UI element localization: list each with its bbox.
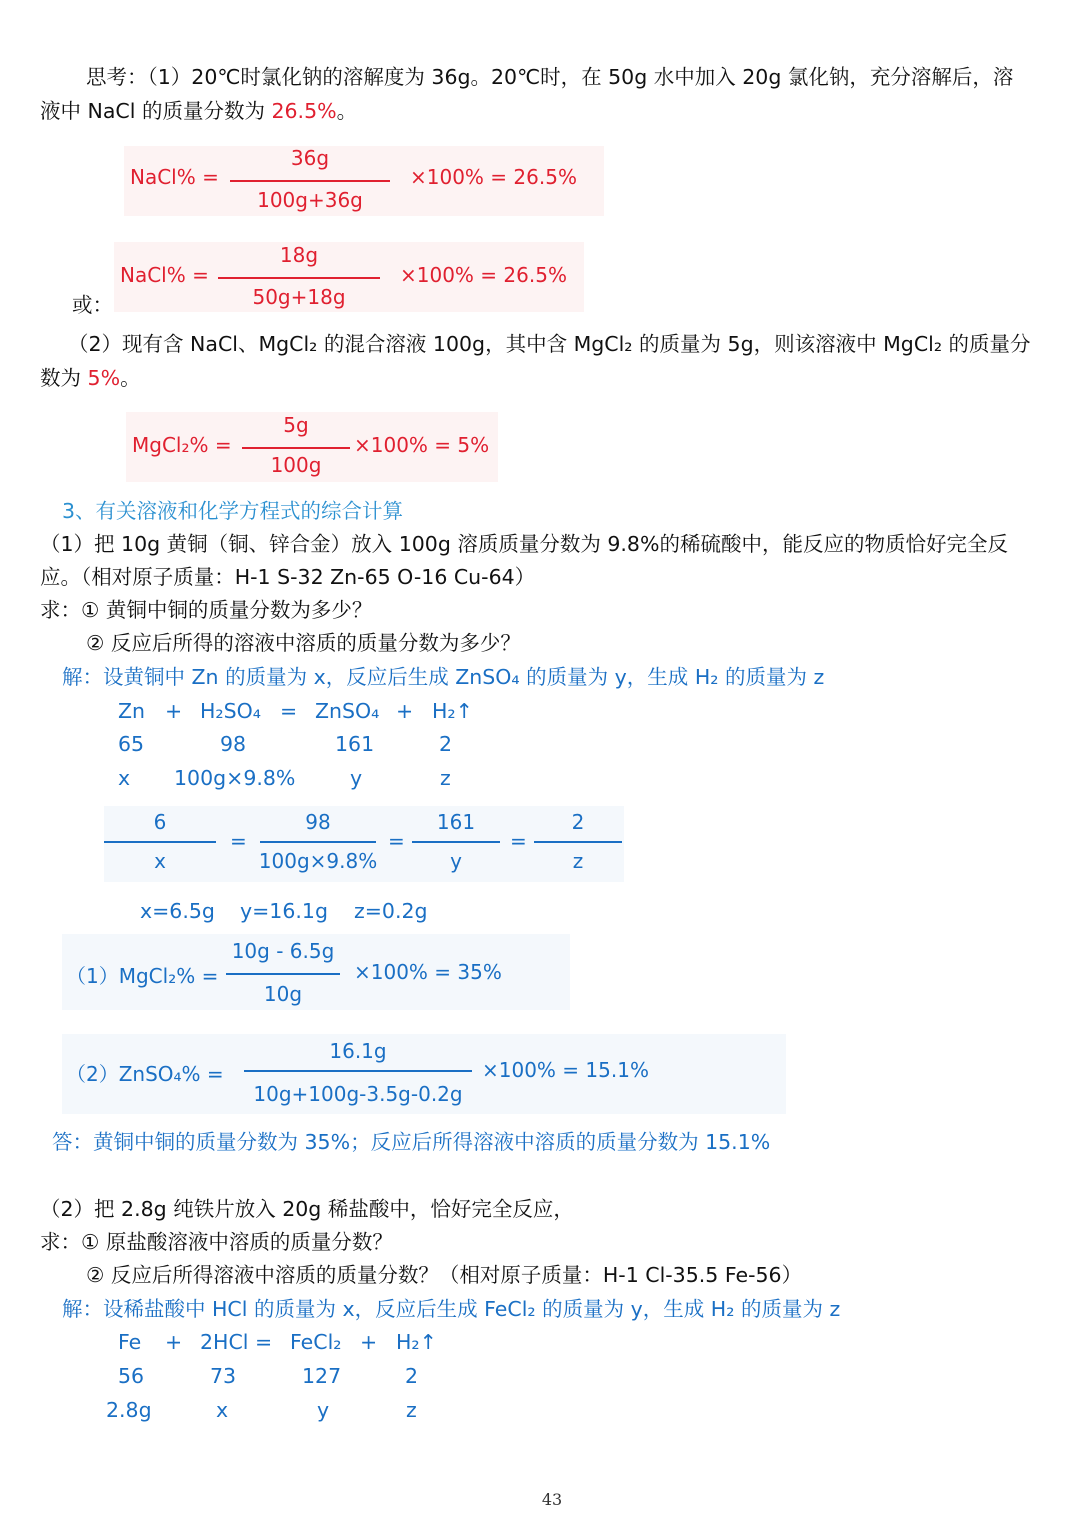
ratio3-denominator: y bbox=[450, 849, 462, 873]
p2-unknown-fe: 2.8g bbox=[106, 1398, 152, 1422]
formula1-numerator: 36g bbox=[290, 146, 330, 170]
formula2-numerator: 18g bbox=[279, 243, 319, 267]
p1-unknown-y: y bbox=[350, 766, 363, 790]
q2-formula-denominator: 100g bbox=[270, 453, 322, 477]
formula2-fraction-bar bbox=[218, 277, 380, 279]
p2-line1: （2）把 2.8g 纯铁片放入 20g 稀盐酸中，恰好完全反应， bbox=[40, 1197, 574, 1221]
p2-ask2: ② 反应后所得溶液中溶质的质量分数？（相对原子质量：H-1 Cl-35.5 Fe-56） bbox=[86, 1263, 803, 1287]
p1-eq-h2so4: H₂SO₄ bbox=[200, 699, 261, 723]
p2-solution-intro: 解：设稀盐酸中 HCl 的质量为 x，反应后生成 FeCl₂ 的质量为 y，生成 H₂ 的质量为 z bbox=[62, 1297, 841, 1321]
ratio4-denominator: z bbox=[572, 849, 584, 873]
ratio2-denominator: 100g×9.8% bbox=[258, 849, 378, 873]
calc1-rhs: ×100% = 35% bbox=[354, 960, 502, 984]
p2-unknown-z: z bbox=[406, 1398, 417, 1422]
calc2-numerator: 16.1g bbox=[329, 1039, 387, 1063]
formula2-rhs: ×100% = 26.5% bbox=[400, 263, 567, 287]
p2-mass-h2: 2 bbox=[405, 1364, 419, 1388]
ratio1-fraction-bar bbox=[104, 841, 216, 843]
p1-eq-zn: Zn bbox=[118, 699, 146, 723]
ratio2-numerator: 98 bbox=[305, 810, 331, 834]
p2-eq-h2: H₂↑ bbox=[396, 1330, 437, 1354]
q2-line1: （2）现有含 NaCl、MgCl₂ 的混合溶液 100g，其中含 MgCl₂ 的质量为 5g，则该溶液中 MgCl₂ 的质量分 bbox=[68, 332, 1031, 356]
q1-answer: 26.5% bbox=[271, 99, 337, 123]
calc2-denominator: 10g+100g-3.5g-0.2g bbox=[253, 1082, 463, 1106]
p2-eq-fecl2: FeCl₂ bbox=[290, 1330, 342, 1354]
calc2-rhs: ×100% = 15.1% bbox=[482, 1058, 649, 1082]
q2-answer: 5% bbox=[87, 366, 121, 390]
p1-eq-plus: + bbox=[165, 699, 183, 723]
or-label: 或： bbox=[72, 293, 113, 317]
p1-answer: 答：黄铜中铜的质量分数为 35%；反应后所得溶液中溶质的质量分数为 15.1% bbox=[52, 1130, 771, 1154]
ratio1-denominator: x bbox=[154, 849, 166, 873]
p2-ask1: 求：① 原盐酸溶液中溶质的质量分数？ bbox=[40, 1230, 393, 1254]
p2-eq-hcl: 2HCl = bbox=[200, 1330, 273, 1354]
p1-eq-znso4: ZnSO₄ bbox=[315, 699, 380, 723]
p1-unknown-x: x bbox=[118, 766, 131, 790]
p1-mass-h2: 2 bbox=[439, 732, 453, 756]
page-number: 43 bbox=[541, 1490, 563, 1509]
result-z: z=0.2g bbox=[354, 899, 428, 923]
formula1-rhs: ×100% = 26.5% bbox=[410, 165, 577, 189]
q1-line2-prefix: 液中 NaCl 的质量分数为 bbox=[40, 99, 272, 123]
q1-line2-suffix: 。 bbox=[336, 99, 358, 123]
formula2-lhs: NaCl% = bbox=[120, 263, 209, 287]
ratio1-numerator: 6 bbox=[153, 810, 167, 834]
p1-unknown-acid: 100g×9.8% bbox=[174, 766, 296, 790]
ratio4-fraction-bar bbox=[534, 841, 622, 843]
formula1-fraction-bar bbox=[230, 180, 390, 182]
p1-mass-h2so4: 98 bbox=[220, 732, 247, 756]
p2-unknown-x: x bbox=[216, 1398, 229, 1422]
calc1-numerator: 10g - 6.5g bbox=[231, 939, 335, 963]
formula1-lhs: NaCl% = bbox=[130, 165, 219, 189]
ratio-equals: = bbox=[388, 829, 405, 853]
p1-eq-equals: = bbox=[280, 699, 298, 723]
q1-line1: 思考：（1）20℃时氯化钠的溶解度为 36g。20℃时，在 50g 水中加入 20g 氯化钠，充分溶解后，溶 bbox=[86, 65, 1014, 89]
p1-mass-znso4: 161 bbox=[335, 732, 375, 756]
p2-mass-fe: 56 bbox=[118, 1364, 145, 1388]
calc1-lhs: （1）MgCl₂% = bbox=[66, 964, 219, 988]
q2-line2-prefix: 数为 bbox=[40, 366, 88, 390]
q2-formula-fraction-bar bbox=[242, 447, 350, 449]
p1-ask2: ② 反应后所得的溶液中溶质的质量分数为多少？ bbox=[86, 631, 521, 655]
p1-line1: （1）把 10g 黄铜（铜、锌合金）放入 100g 溶质质量分数为 9.8%的稀硫酸中，能反应的物质恰好完全反 bbox=[40, 532, 1008, 556]
calc1-denominator: 10g bbox=[263, 982, 303, 1006]
ratio2-fraction-bar bbox=[260, 841, 376, 843]
result-x: x=6.5g bbox=[140, 899, 215, 923]
q2-formula-lhs: MgCl₂% = bbox=[132, 433, 232, 457]
p2-eq-plus: + bbox=[360, 1330, 378, 1354]
p2-mass-fecl2: 127 bbox=[302, 1364, 342, 1388]
formula1-denominator: 100g+36g bbox=[257, 188, 363, 212]
p2-eq-fe: Fe bbox=[118, 1330, 142, 1354]
ratio3-fraction-bar bbox=[412, 841, 500, 843]
ratio3-numerator: 161 bbox=[436, 810, 476, 834]
q1-line2 bbox=[40, 96, 357, 126]
result-y: y=16.1g bbox=[240, 899, 328, 923]
calc2-lhs: （2）ZnSO₄% = bbox=[66, 1062, 224, 1086]
calc1-fraction-bar bbox=[226, 973, 340, 975]
p1-line2: 应。（相对原子质量：H-1 S-32 Zn-65 O-16 Cu-64） bbox=[40, 565, 536, 589]
p2-eq-plus: + bbox=[165, 1330, 183, 1354]
ratio4-numerator: 2 bbox=[571, 810, 585, 834]
section3-heading: 3、有关溶液和化学方程式的综合计算 bbox=[62, 499, 404, 523]
q2-formula-rhs: ×100% = 5% bbox=[354, 433, 490, 457]
p1-eq-h2: H₂↑ bbox=[432, 699, 473, 723]
p1-unknown-z: z bbox=[440, 766, 451, 790]
p1-eq-plus: + bbox=[396, 699, 414, 723]
ratio-equals: = bbox=[510, 829, 527, 853]
p2-mass-hcl: 73 bbox=[210, 1364, 237, 1388]
q2-formula-numerator: 5g bbox=[283, 413, 309, 437]
q2-line2 bbox=[40, 363, 141, 393]
p1-ask1: 求：① 黄铜中铜的质量分数为多少？ bbox=[40, 598, 373, 622]
q2-line2-suffix: 。 bbox=[120, 366, 141, 390]
p1-mass-zn: 65 bbox=[118, 732, 145, 756]
p2-unknown-y: y bbox=[317, 1398, 330, 1422]
ratio-equals: = bbox=[230, 829, 247, 853]
p1-solution-intro: 解：设黄铜中 Zn 的质量为 x，反应后生成 ZnSO₄ 的质量为 y，生成 H₂ 的质量为 z bbox=[62, 665, 825, 689]
calc2-fraction-bar bbox=[244, 1070, 472, 1072]
formula2-denominator: 50g+18g bbox=[252, 285, 346, 309]
